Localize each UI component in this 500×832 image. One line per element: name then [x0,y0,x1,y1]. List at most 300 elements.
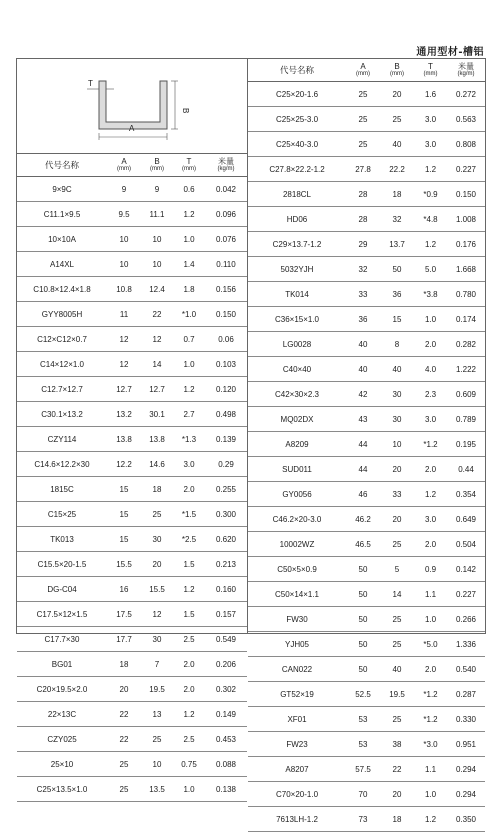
cell-a: 13.2 [107,402,141,427]
cell-t: 2.0 [173,652,205,677]
cell-weight: 0.088 [205,752,247,777]
cell-weight: 0.138 [205,777,247,802]
cell-weight: 0.042 [205,177,247,202]
cell-a: 9.5 [107,202,141,227]
right-header-row [248,59,485,82]
cell-code-name: C12.7×12.7 [17,377,107,402]
cell-b: 25 [380,632,414,657]
cell-weight: 0.563 [447,107,485,132]
cell-b: 13.8 [141,427,173,452]
table-row [17,527,247,552]
cell-b: 25 [380,607,414,632]
cell-a: 42 [346,382,380,407]
cell-code-name: C11.1×9.5 [17,202,107,227]
cell-code-name: C25×20-1.6 [248,82,346,107]
cell-code-name: C50×5×0.9 [248,557,346,582]
cell-t: *0.9 [414,182,447,207]
header-code-name: 代号名称 [17,154,107,177]
cell-code-name: 9×9C [17,177,107,202]
cell-a: 46 [346,482,380,507]
cell-code-name: A14XL [17,252,107,277]
cell-t: 3.0 [414,507,447,532]
table-row [17,477,247,502]
cell-t: 0.9 [414,557,447,582]
cell-b: 14 [141,352,173,377]
header-t: T (mm) [173,154,205,177]
cell-a: 32 [346,257,380,282]
cell-a: 52.5 [346,682,380,707]
cell-a: 11 [107,302,141,327]
cell-b: 30.1 [141,402,173,427]
cell-t: 1.2 [173,702,205,727]
cell-b: 10 [141,752,173,777]
cell-code-name: C50×14×1.1 [248,582,346,607]
cell-weight: 0.096 [205,202,247,227]
cell-code-name: YJH05 [248,632,346,657]
cell-code-name: C25×40-3.0 [248,132,346,157]
table-row [17,352,247,377]
table-row [248,757,485,782]
cell-b: 13.5 [141,777,173,802]
cell-code-name: C10.8×12.4×1.8 [17,277,107,302]
cell-weight: 0.157 [205,602,247,627]
cell-t: 1.4 [173,252,205,277]
cell-a: 17.7 [107,627,141,652]
cell-weight: 1.336 [447,632,485,657]
cell-weight: 0.300 [205,502,247,527]
cell-code-name: 7613LH-1.2 [248,807,346,832]
cell-a: 25 [107,777,141,802]
cell-a: 17.5 [107,602,141,627]
cell-t: 4.0 [414,357,447,382]
table-row [17,652,247,677]
cell-code-name: GYY8005H [17,302,107,327]
cell-code-name: BG01 [17,652,107,677]
cell-t: 2.0 [414,657,447,682]
cell-t: 1.0 [414,307,447,332]
table-row [17,502,247,527]
cell-a: 73 [346,807,380,832]
cell-code-name: HD06 [248,207,346,232]
cell-b: 50 [380,257,414,282]
table-row [17,427,247,452]
cell-weight: 0.350 [447,807,485,832]
cell-t: 0.7 [173,327,205,352]
cell-code-name: DG-C04 [17,577,107,602]
cell-weight: 0.294 [447,757,485,782]
table-row [17,702,247,727]
cell-weight: 0.255 [205,477,247,502]
cell-b: 40 [380,132,414,157]
cell-t: 1.0 [173,352,205,377]
cell-b: 18 [141,477,173,502]
cell-a: 33 [346,282,380,307]
cell-code-name: CAN022 [248,657,346,682]
cell-a: 43 [346,407,380,432]
cell-t: 1.0 [173,227,205,252]
cell-a: 25 [346,132,380,157]
cell-a: 50 [346,657,380,682]
table-row [248,532,485,557]
table-row [17,277,247,302]
cell-weight: 0.330 [447,707,485,732]
cell-t: 3.0 [173,452,205,477]
cell-a: 25 [346,82,380,107]
table-row [248,657,485,682]
cell-weight: 0.354 [447,482,485,507]
cell-weight: 0.160 [205,577,247,602]
table-row [17,327,247,352]
cell-weight: 0.44 [447,457,485,482]
cell-weight: 0.540 [447,657,485,682]
header-code-name: 代号名称 [248,59,346,82]
cell-a: 50 [346,582,380,607]
cell-weight: 0.287 [447,682,485,707]
table-row [17,402,247,427]
cell-t: 1.8 [173,277,205,302]
cell-b: 32 [380,207,414,232]
cell-weight: 1.222 [447,357,485,382]
cell-code-name: C12×C12×0.7 [17,327,107,352]
cell-t: 1.6 [414,82,447,107]
cell-weight: 0.649 [447,507,485,532]
cell-code-name: XF01 [248,707,346,732]
cell-code-name: 25×10 [17,752,107,777]
cell-b: 12 [141,327,173,352]
cell-code-name: C36×15×1.0 [248,307,346,332]
cell-t: 1.5 [173,552,205,577]
table-row [248,257,485,282]
table-row [248,307,485,332]
cell-b: 8 [380,332,414,357]
cell-a: 12 [107,327,141,352]
page-title: 通用型材-槽铝 [416,47,484,58]
cell-weight: 0.282 [447,332,485,357]
channel-profile-diagram [17,59,247,154]
cell-t: *4.8 [414,207,447,232]
cell-b: 13 [141,702,173,727]
table-row [248,82,485,107]
cell-weight: 0.609 [447,382,485,407]
cell-a: 28 [346,207,380,232]
cell-t: 2.0 [173,477,205,502]
cell-code-name: LG0028 [248,332,346,357]
cell-a: 13.8 [107,427,141,452]
table-row [248,707,485,732]
cell-code-name: FW23 [248,732,346,757]
table-row [248,682,485,707]
cell-a: 15 [107,527,141,552]
cell-t: 2.0 [414,532,447,557]
cell-b: 25 [380,532,414,557]
table-row [17,227,247,252]
cell-b: 12 [141,602,173,627]
right-spec-table [248,59,485,832]
cell-weight: 0.266 [447,607,485,632]
cell-weight: 0.156 [205,277,247,302]
cell-t: 1.1 [414,757,447,782]
table-row [248,607,485,632]
cell-weight: 0.06 [205,327,247,352]
cell-weight: 0.272 [447,82,485,107]
cell-code-name: 10002WZ [248,532,346,557]
table-row [248,132,485,157]
cell-t: 0.6 [173,177,205,202]
cell-weight: 0.120 [205,377,247,402]
cell-weight: 0.150 [205,302,247,327]
cell-t: 1.2 [173,577,205,602]
table-row [248,357,485,382]
cell-a: 27.8 [346,157,380,182]
cell-code-name: C25×13.5×1.0 [17,777,107,802]
cell-weight: 0.103 [205,352,247,377]
cell-code-name: A8207 [248,757,346,782]
table-row [248,282,485,307]
cell-a: 10 [107,252,141,277]
cell-weight: 0.150 [447,182,485,207]
cell-b: 25 [141,727,173,752]
cell-weight: 0.620 [205,527,247,552]
cell-a: 53 [346,732,380,757]
cell-weight: 1.668 [447,257,485,282]
cell-b: 19.5 [141,677,173,702]
cell-a: 15.5 [107,552,141,577]
cell-t: *1.2 [414,682,447,707]
cell-b: 22.2 [380,157,414,182]
cell-a: 9 [107,177,141,202]
cell-b: 20 [380,507,414,532]
cell-a: 18 [107,652,141,677]
cell-b: 14.6 [141,452,173,477]
table-row [17,202,247,227]
cell-code-name: TK013 [17,527,107,552]
cell-weight: 0.174 [447,307,485,332]
cell-weight: 0.504 [447,532,485,557]
cell-weight: 0.227 [447,582,485,607]
cell-a: 12.2 [107,452,141,477]
cell-a: 46.2 [346,507,380,532]
table-row [17,727,247,752]
cell-code-name: GY0056 [248,482,346,507]
cell-t: 1.0 [414,782,447,807]
cell-t: *1.0 [173,302,205,327]
cell-b: 22 [141,302,173,327]
cell-weight: 0.808 [447,132,485,157]
cell-t: 1.2 [414,482,447,507]
cell-b: 18 [380,807,414,832]
cell-a: 15 [107,502,141,527]
cell-code-name: C17.7×30 [17,627,107,652]
cell-b: 12.4 [141,277,173,302]
table-row [248,407,485,432]
cell-code-name: C25×25-3.0 [248,107,346,132]
table-row [17,602,247,627]
cell-a: 70 [346,782,380,807]
cell-a: 12.7 [107,377,141,402]
header-a: A (mm) [107,154,141,177]
cell-code-name: 5032YJH [248,257,346,282]
cell-code-name: C46.2×20-3.0 [248,507,346,532]
cell-weight: 0.139 [205,427,247,452]
left-column [17,59,247,802]
cell-a: 29 [346,232,380,257]
cell-weight: 0.195 [447,432,485,457]
cell-weight: 0.206 [205,652,247,677]
table-row [248,432,485,457]
cell-b: 36 [380,282,414,307]
cell-b: 10 [380,432,414,457]
header-a: A (mm) [346,59,380,82]
table-row [248,732,485,757]
cell-weight: 0.453 [205,727,247,752]
cell-weight: 1.008 [447,207,485,232]
table-row [17,177,247,202]
table-row [17,677,247,702]
cell-a: 10 [107,227,141,252]
cell-t: 1.2 [173,202,205,227]
left-spec-table [17,154,247,802]
cell-a: 36 [346,307,380,332]
cell-t: 1.0 [173,777,205,802]
cell-code-name: C15×25 [17,502,107,527]
cell-code-name: C14×12×1.0 [17,352,107,377]
header-b: B (mm) [380,59,414,82]
cell-code-name: CZY025 [17,727,107,752]
left-header-row [17,154,247,177]
table-row [248,382,485,407]
cell-a: 50 [346,632,380,657]
cell-t: 3.0 [414,407,447,432]
cell-b: 25 [380,707,414,732]
cell-t: 2.3 [414,382,447,407]
cell-t: 1.2 [173,377,205,402]
cell-t: 2.0 [414,332,447,357]
dim-a-label: A [129,124,135,133]
table-row [248,332,485,357]
table-row [248,157,485,182]
cell-b: 25 [141,502,173,527]
cell-code-name: GT52×19 [248,682,346,707]
table-row [17,302,247,327]
cell-b: 38 [380,732,414,757]
table-row [248,807,485,832]
cell-weight: 0.149 [205,702,247,727]
cell-t: 1.2 [414,157,447,182]
cell-a: 44 [346,432,380,457]
cell-b: 14 [380,582,414,607]
cell-t: 2.5 [173,727,205,752]
cell-code-name: A8209 [248,432,346,457]
cell-t: 2.0 [414,457,447,482]
table-row [248,107,485,132]
cell-a: 12 [107,352,141,377]
table-row [248,582,485,607]
header-weight: 米量 (kg/m) [447,59,485,82]
cell-b: 15 [380,307,414,332]
cell-t: 1.1 [414,582,447,607]
cell-a: 22 [107,702,141,727]
cell-a: 44 [346,457,380,482]
table-row [17,252,247,277]
cell-b: 20 [380,782,414,807]
cell-b: 13.7 [380,232,414,257]
cell-t: *3.8 [414,282,447,307]
table-row [17,777,247,802]
cell-a: 25 [107,752,141,777]
cell-t: 0.75 [173,752,205,777]
table-row [17,577,247,602]
table-row [248,457,485,482]
cell-a: 22 [107,727,141,752]
cell-t: 5.0 [414,257,447,282]
cell-b: 20 [141,552,173,577]
header-b: B (mm) [141,154,173,177]
cell-t: 1.0 [414,607,447,632]
table-row [248,557,485,582]
cell-code-name: CZY114 [17,427,107,452]
cell-weight: 0.789 [447,407,485,432]
cell-b: 40 [380,357,414,382]
cell-b: 40 [380,657,414,682]
cell-code-name: C17.5×12×1.5 [17,602,107,627]
table-row [248,507,485,532]
cell-b: 30 [380,407,414,432]
cell-a: 53 [346,707,380,732]
cell-code-name: C30.1×13.2 [17,402,107,427]
cell-a: 57.5 [346,757,380,782]
cell-weight: 0.780 [447,282,485,307]
cell-a: 40 [346,332,380,357]
cell-weight: 0.29 [205,452,247,477]
header-weight: 米量 (kg/m) [205,154,247,177]
cell-t: 2.0 [173,677,205,702]
cell-t: 2.7 [173,402,205,427]
cell-b: 11.1 [141,202,173,227]
cell-weight: 0.294 [447,782,485,807]
cell-code-name: C29×13.7-1.2 [248,232,346,257]
cell-code-name: FW30 [248,607,346,632]
cell-weight: 0.951 [447,732,485,757]
cell-b: 5 [380,557,414,582]
table-row [248,232,485,257]
table-row [17,552,247,577]
header-t: T (mm) [414,59,447,82]
cell-t: 3.0 [414,132,447,157]
cell-b: 30 [380,382,414,407]
cell-b: 12.7 [141,377,173,402]
cell-t: *3.0 [414,732,447,757]
cell-weight: 0.076 [205,227,247,252]
cell-a: 50 [346,607,380,632]
cell-weight: 0.302 [205,677,247,702]
cell-code-name: 2818CL [248,182,346,207]
cell-b: 33 [380,482,414,507]
cell-t: *5.0 [414,632,447,657]
cell-b: 20 [380,82,414,107]
u-channel-drawing [17,59,247,153]
cell-b: 19.5 [380,682,414,707]
table-row [17,752,247,777]
table-row [248,182,485,207]
cell-t: 1.5 [173,602,205,627]
cell-a: 16 [107,577,141,602]
dim-t-label: T [88,79,93,88]
cell-code-name: SUD011 [248,457,346,482]
cell-b: 9 [141,177,173,202]
cell-weight: 0.110 [205,252,247,277]
cell-code-name: 22×13C [17,702,107,727]
cell-a: 15 [107,477,141,502]
